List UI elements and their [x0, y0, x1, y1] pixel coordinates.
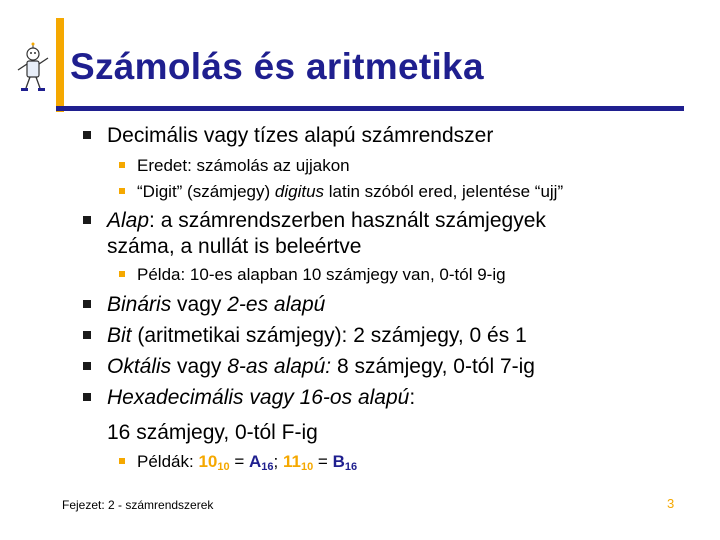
square-bullet-icon — [83, 216, 91, 224]
square-bullet-icon — [83, 300, 91, 308]
square-bullet-icon — [119, 271, 125, 277]
bullet-base: Alap: a számrendszerben használt számjegyek — [107, 208, 546, 234]
sub-bullet-digit: “Digit” (számjegy) digitus latin szóból ered, jelentése “ujj” — [137, 181, 563, 202]
square-bullet-icon — [83, 331, 91, 339]
bullet-hexadecimal-continued: 16 számjegy, 0-tól F-ig — [107, 421, 318, 444]
page-title: Számolás és aritmetika — [70, 46, 484, 87]
sub-bullet-examples: Példák: $10_{10} = A_{16}$; $11_{10} = B_{16}$ — [137, 451, 357, 478]
bullet-octal: Oktális vagy 8-as alapú: 8 számjegy, 0-tól 7-ig — [107, 354, 535, 380]
square-bullet-icon — [119, 458, 125, 464]
square-bullet-icon — [83, 393, 91, 401]
accent-bar-vertical — [56, 18, 64, 112]
bullet-base-continued: száma, a nullát is beleértve — [107, 235, 362, 258]
square-bullet-icon — [83, 362, 91, 370]
square-bullet-icon — [119, 188, 125, 194]
square-bullet-icon — [119, 162, 125, 168]
bullet-decimal: Decimális vagy tízes alapú számrendszer — [107, 123, 493, 149]
footer-chapter: Fejezet: 2 - számrendszerek — [62, 498, 214, 512]
sub-bullet-origin: Eredet: számolás az ujjakon — [137, 155, 350, 176]
bullet-bit: Bit (aritmetikai számjegy): 2 számjegy, 0 és 1 — [107, 323, 527, 349]
title-underline — [56, 106, 684, 111]
sub-bullet-example: Példa: 10-es alapban 10 számjegy van, 0-tól 9-ig — [137, 264, 506, 285]
page-number: 3 — [667, 496, 675, 511]
bullet-hexadecimal: Hexadecimális vagy 16-os alapú: — [107, 385, 415, 411]
square-bullet-icon — [83, 131, 91, 139]
bullet-binary: Bináris vagy 2-es alapú — [107, 292, 325, 318]
mascot-icon — [14, 42, 52, 94]
